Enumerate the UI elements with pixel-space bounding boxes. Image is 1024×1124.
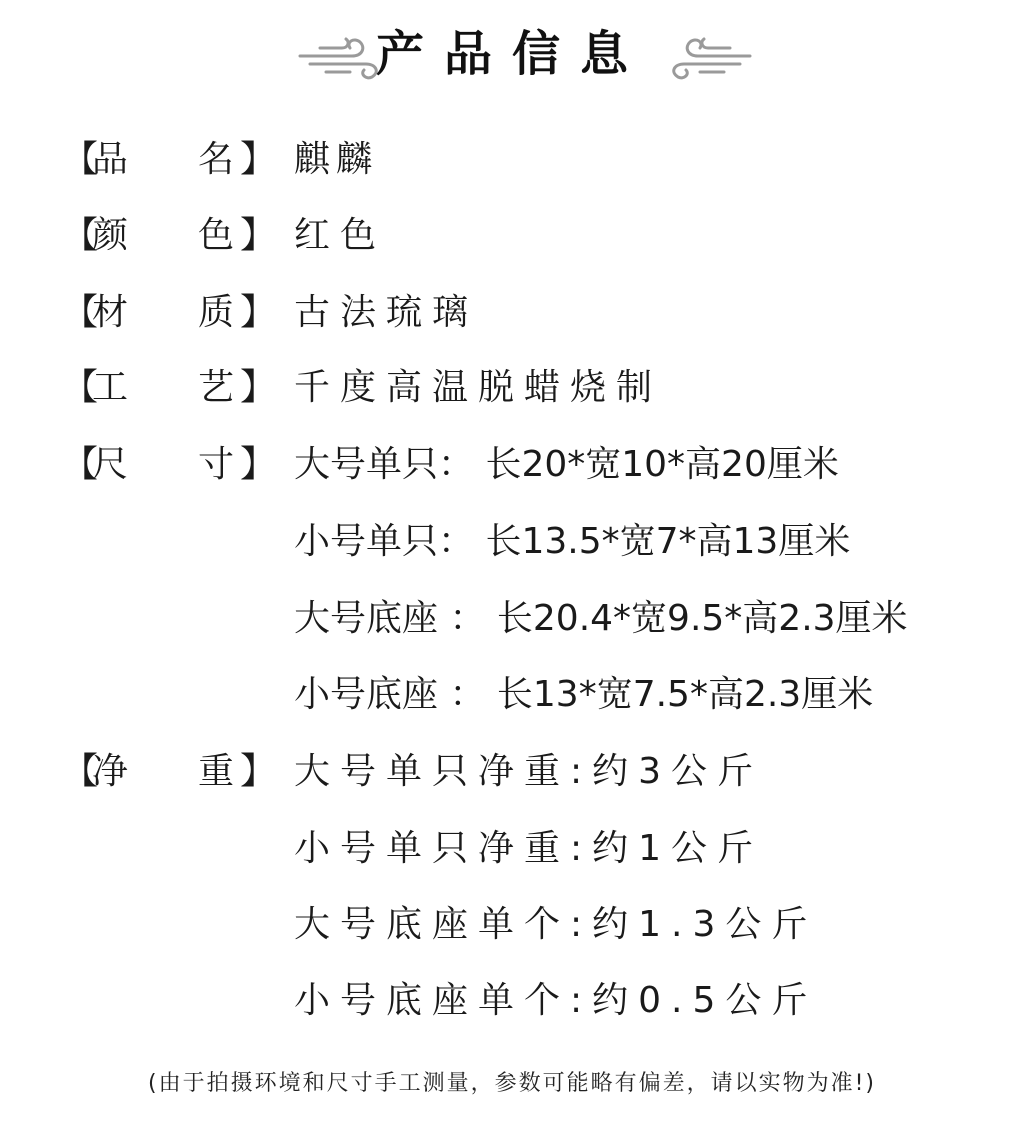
page-title: 产品信息	[375, 26, 648, 82]
label-char: 品	[92, 139, 129, 180]
label-char: 尺	[92, 444, 129, 485]
label-char: 寸	[198, 444, 235, 485]
label-char: 工	[92, 367, 129, 408]
left-bracket: 【	[62, 367, 99, 408]
label-char: 名	[198, 139, 235, 180]
left-bracket: 【	[62, 292, 99, 333]
spec-value-name: 麒麟	[294, 139, 379, 180]
label-char: 重	[198, 751, 235, 792]
label-char: 颜	[92, 215, 129, 256]
cloud-swirl-icon	[668, 28, 754, 84]
weight-line: 小号底座单个:约0.5公斤	[294, 980, 818, 1021]
right-bracket: 】	[240, 139, 277, 180]
label-char: 质	[198, 292, 235, 333]
label-char: 材	[92, 292, 129, 333]
label-char: 艺	[198, 367, 235, 408]
spec-value-material: 古法琉璃	[294, 292, 479, 333]
label-char: 净	[92, 751, 129, 792]
disclaimer-note: (由于拍摄环境和尺寸手工测量，参数可能略有偏差，请以实物为准!)	[148, 1071, 876, 1096]
right-bracket: 】	[240, 292, 277, 333]
right-bracket: 】	[240, 751, 277, 792]
size-line: 大号单只： 长20*宽10*高20厘米	[294, 444, 839, 485]
right-bracket: 】	[240, 444, 277, 485]
size-line: 小号单只： 长13.5*宽7*高13厘米	[294, 521, 851, 562]
right-bracket: 】	[240, 367, 277, 408]
left-bracket: 【	[62, 139, 99, 180]
spec-value-craft: 千度高温脱蜡烧制	[294, 367, 663, 408]
size-line: 小号底座 ： 长13*宽7.5*高2.3厘米	[294, 674, 874, 715]
left-bracket: 【	[62, 751, 99, 792]
size-line: 大号底座 ： 长20.4*宽9.5*高2.3厘米	[294, 598, 908, 639]
right-bracket: 】	[240, 215, 277, 256]
weight-line: 小号单只净重:约1公斤	[294, 828, 764, 869]
left-bracket: 【	[62, 444, 99, 485]
weight-line: 大号单只净重:约3公斤	[294, 751, 764, 792]
header-banner	[0, 14, 1024, 94]
left-bracket: 【	[62, 215, 99, 256]
spec-value-color: 红色	[294, 215, 387, 256]
label-char: 色	[198, 215, 235, 256]
weight-line: 大号底座单个:约1.3公斤	[294, 904, 818, 945]
